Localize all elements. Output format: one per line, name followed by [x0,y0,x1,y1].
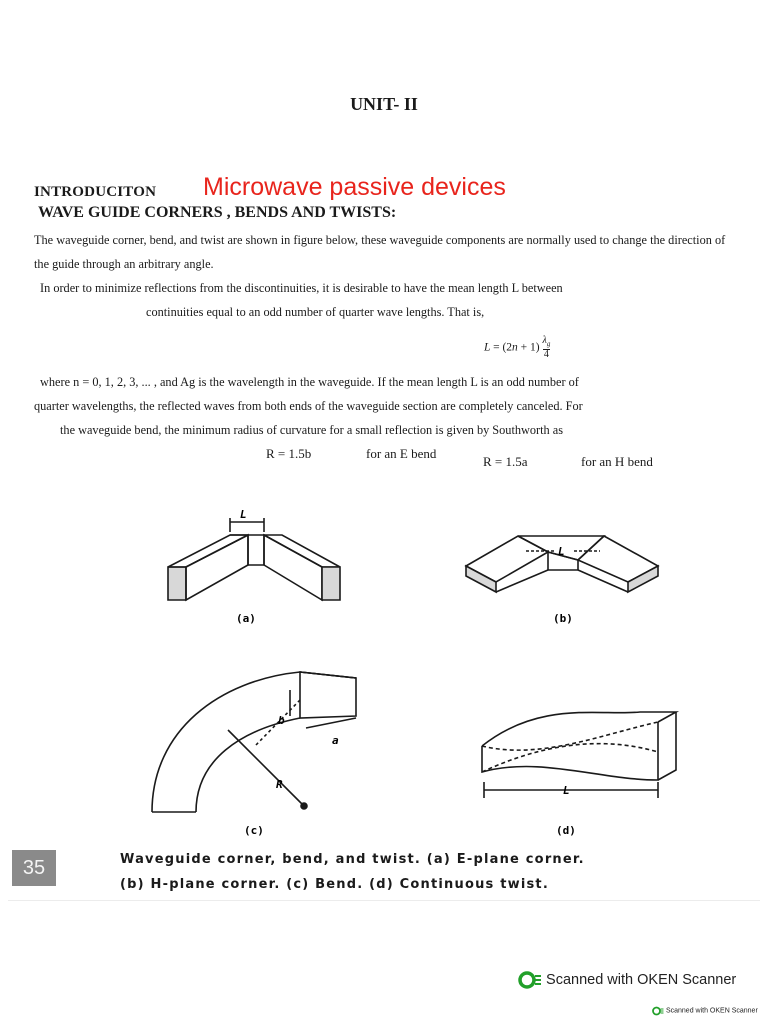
figure-b-caption: (b) [553,612,573,625]
figure-c-caption: (c) [244,824,264,837]
section-heading: WAVE GUIDE CORNERS , BENDS AND TWISTS: [38,204,397,221]
scanner-logo-small-icon [652,1006,664,1016]
scanner-small-text: Scanned with OKEN Scanner [665,1007,758,1015]
page-number-badge: 35 [12,850,56,886]
radius-h-bend-label: for an H bend [581,454,653,469]
paragraph-where-line3: the waveguide bend, the minimum radius of curvature for a small reflection is given by Southworth as [60,423,564,437]
scanner-watermark-small [652,1006,758,1016]
radius-e-bend: R = 1.5b [266,446,312,461]
intro-heading: INTRODUCITON [34,184,157,200]
figure-a-caption: (a) [236,612,256,625]
scanner-large-text: Scanned with OKEN Scanner [546,972,737,988]
figure-d-continuous-twist [482,712,676,798]
unit-title: UNIT- II [350,94,418,114]
radius-e-bend-label: for an E bend [366,446,437,461]
waveguide-figure [0,500,768,850]
page-divider [8,900,760,901]
mean-length-formula: L = (2n + 1) $\frac{\lambda_g}{4}$ [484,335,551,360]
figure-c-bend [152,672,356,812]
paragraph-intro: The waveguide corner, bend, and twist are shown in figure below, these waveguide components are normally used to change the direction of the guide through an arbitrary angle. [34,233,726,271]
paragraph-where-line2: quarter wavelengths, the reflected waves from both ends of the waveguide section are completely canceled. For [34,399,583,413]
figure-a-e-plane-corner [168,518,340,600]
figure-d-L-label: L [563,784,570,797]
scanner-logo-icon [518,970,542,990]
radius-h-bend: R = 1.5a [483,454,528,469]
figure-a-L-label: L [240,508,247,521]
figure-c-b-label: b [278,714,285,727]
paragraph-reflections-line2: continuities equal to an odd number of quarter wave lengths. That is, [146,305,485,319]
figure-c-a-label: a [332,734,339,747]
figure-caption-line2: (b) H-plane corner. (c) Bend. (d) Continuous twist. [120,877,549,892]
figure-d-caption: (d) [556,824,576,837]
figure-caption-line1: Waveguide corner, bend, and twist. (a) E-plane corner. [120,852,585,867]
paragraph-reflections-line1: In order to minimize reflections from the discontinuities, it is desirable to have the mean length L between [40,281,563,295]
red-annotation-title: Microwave passive devices [203,173,506,201]
figure-c-R-label: R [276,778,283,791]
scanner-watermark-large [518,970,736,990]
paragraph-where-line1: where n = 0, 1, 2, 3, ... , and Ag is the wavelength in the waveguide. If the mean length L is an odd number of [40,375,579,389]
figure-b-L-label: L [558,545,565,558]
